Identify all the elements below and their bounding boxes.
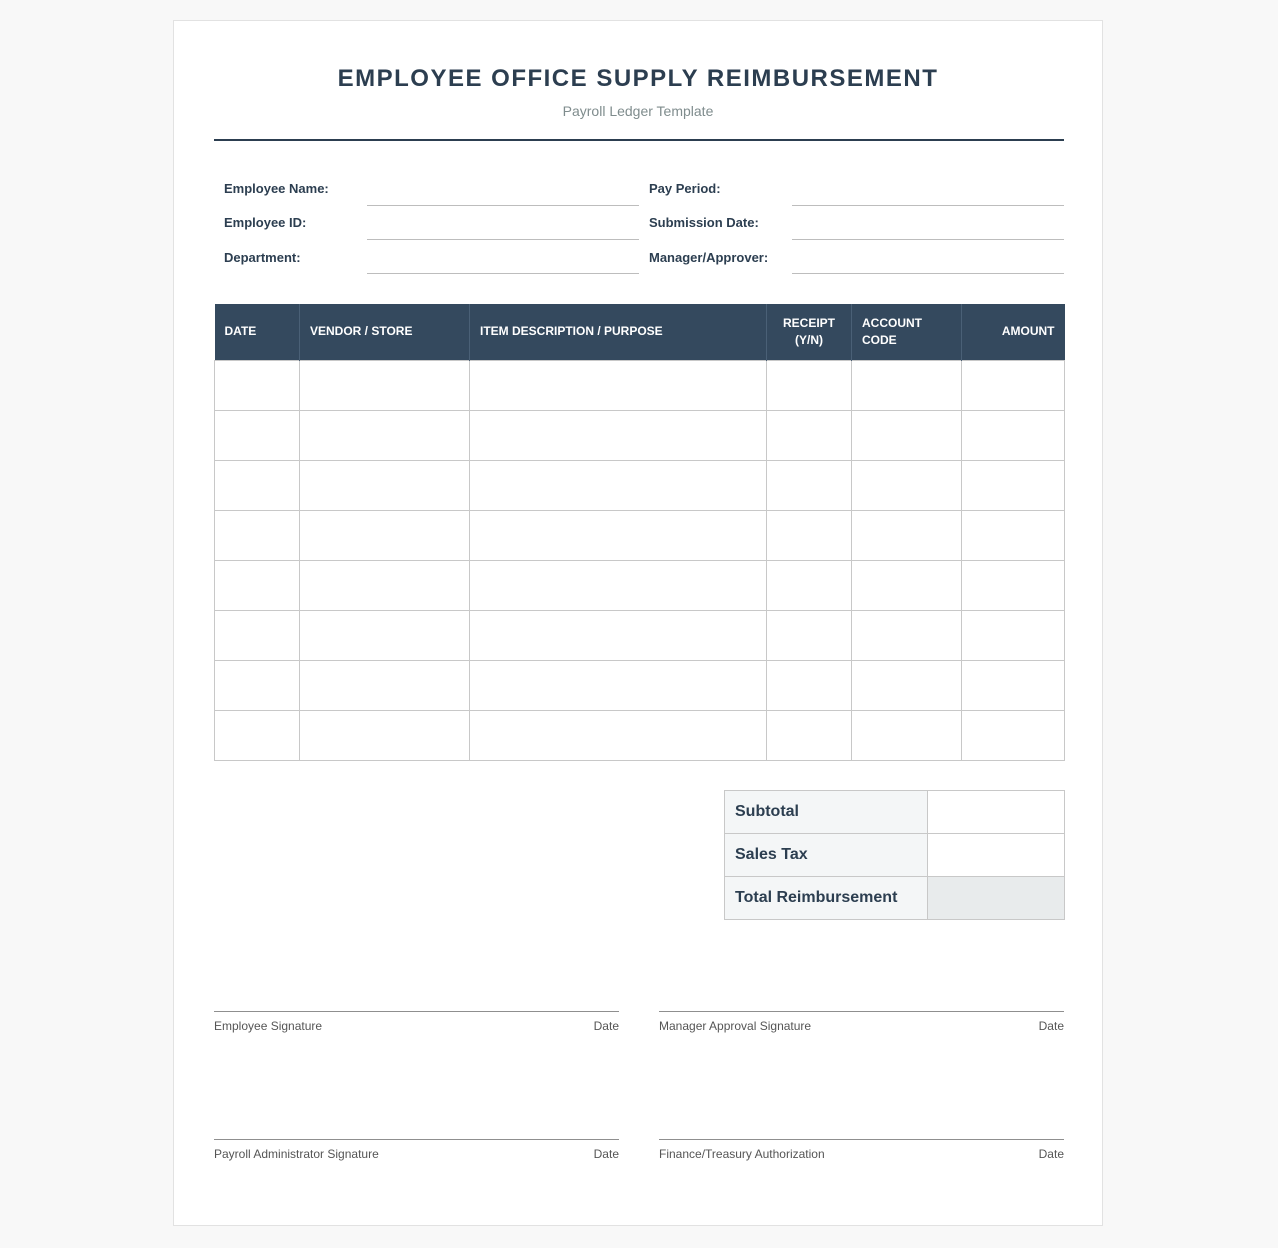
receipt-cell[interactable] bbox=[767, 660, 852, 710]
employee-signature-line[interactable] bbox=[214, 1011, 619, 1012]
description-cell[interactable] bbox=[470, 410, 767, 460]
description-cell[interactable] bbox=[470, 710, 767, 760]
totals-table bbox=[724, 790, 1065, 920]
receipt-cell[interactable] bbox=[767, 710, 852, 760]
table-row bbox=[215, 510, 1065, 560]
date-cell[interactable] bbox=[215, 610, 300, 660]
description-cell[interactable] bbox=[470, 360, 767, 410]
department-label: Department: bbox=[224, 250, 301, 265]
submission-date-label: Submission Date: bbox=[649, 215, 759, 230]
amount-cell[interactable] bbox=[962, 660, 1065, 710]
description-cell[interactable] bbox=[470, 660, 767, 710]
table-row bbox=[215, 460, 1065, 510]
finance-signature-date-label: Date bbox=[1038, 1147, 1064, 1161]
amount-cell[interactable] bbox=[962, 710, 1065, 760]
account-code-cell[interactable] bbox=[852, 610, 962, 660]
description-cell[interactable] bbox=[470, 610, 767, 660]
table-row bbox=[215, 710, 1065, 760]
col-header-vendor: VENDOR / STORE bbox=[300, 304, 470, 360]
employee-signature-date-label: Date bbox=[593, 1019, 619, 1033]
sales-tax-label: Sales Tax bbox=[725, 834, 928, 877]
account-code-cell[interactable] bbox=[852, 710, 962, 760]
vendor-cell[interactable] bbox=[300, 610, 470, 660]
total-reimbursement-label: Total Reimbursement bbox=[725, 877, 928, 920]
employee-id-label: Employee ID: bbox=[224, 215, 307, 230]
manager-approver-label: Manager/Approver: bbox=[649, 250, 769, 265]
col-header-amount: AMOUNT bbox=[962, 304, 1065, 360]
payroll-admin-signature-line[interactable] bbox=[214, 1139, 619, 1140]
date-cell[interactable] bbox=[215, 560, 300, 610]
sales-tax-row bbox=[725, 834, 1065, 877]
account-code-cell[interactable] bbox=[852, 510, 962, 560]
manager-approver-field[interactable] bbox=[792, 273, 1064, 274]
submission-date-field[interactable] bbox=[792, 239, 1064, 240]
pay-period-label: Pay Period: bbox=[649, 181, 721, 196]
account-code-cell[interactable] bbox=[852, 360, 962, 410]
page-subtitle: Payroll Ledger Template bbox=[562, 103, 714, 119]
table-row bbox=[215, 410, 1065, 460]
table-header-row bbox=[215, 304, 1065, 360]
description-cell[interactable] bbox=[470, 460, 767, 510]
page-title: EMPLOYEE OFFICE SUPPLY REIMBURSEMENT bbox=[337, 65, 939, 92]
description-cell[interactable] bbox=[470, 560, 767, 610]
table-row bbox=[215, 660, 1065, 710]
employee-id-field[interactable] bbox=[367, 239, 639, 240]
pay-period-field[interactable] bbox=[792, 205, 1064, 206]
receipt-cell[interactable] bbox=[767, 510, 852, 560]
date-cell[interactable] bbox=[215, 510, 300, 560]
vendor-cell[interactable] bbox=[300, 660, 470, 710]
vendor-cell[interactable] bbox=[300, 360, 470, 410]
vendor-cell[interactable] bbox=[300, 510, 470, 560]
amount-cell[interactable] bbox=[962, 410, 1065, 460]
table-row bbox=[215, 610, 1065, 660]
employee-name-label: Employee Name: bbox=[224, 181, 329, 196]
col-header-receipt: RECEIPT (Y/N) bbox=[767, 304, 852, 360]
date-cell[interactable] bbox=[215, 660, 300, 710]
manager-signature-label: Manager Approval Signature bbox=[659, 1019, 812, 1033]
payroll-admin-signature-date-label: Date bbox=[593, 1147, 619, 1161]
title-divider bbox=[214, 139, 1064, 141]
table-row bbox=[215, 560, 1065, 610]
account-code-cell[interactable] bbox=[852, 410, 962, 460]
total-reimbursement-value[interactable] bbox=[928, 877, 1065, 920]
account-code-cell[interactable] bbox=[852, 660, 962, 710]
date-cell[interactable] bbox=[215, 460, 300, 510]
amount-cell[interactable] bbox=[962, 560, 1065, 610]
vendor-cell[interactable] bbox=[300, 410, 470, 460]
employee-signature-label: Employee Signature bbox=[214, 1019, 323, 1033]
subtotal-value[interactable] bbox=[928, 791, 1065, 834]
receipt-cell[interactable] bbox=[767, 410, 852, 460]
finance-signature-label: Finance/Treasury Authorization bbox=[659, 1147, 825, 1161]
vendor-cell[interactable] bbox=[300, 710, 470, 760]
receipt-cell[interactable] bbox=[767, 560, 852, 610]
date-cell[interactable] bbox=[215, 410, 300, 460]
vendor-cell[interactable] bbox=[300, 560, 470, 610]
employee-name-field[interactable] bbox=[367, 205, 639, 206]
amount-cell[interactable] bbox=[962, 360, 1065, 410]
date-cell[interactable] bbox=[215, 710, 300, 760]
receipt-cell[interactable] bbox=[767, 460, 852, 510]
amount-cell[interactable] bbox=[962, 610, 1065, 660]
receipt-cell[interactable] bbox=[767, 610, 852, 660]
line-items-table bbox=[214, 304, 1065, 761]
finance-signature-line[interactable] bbox=[659, 1139, 1064, 1140]
subtotal-label: Subtotal bbox=[725, 791, 928, 834]
sales-tax-value[interactable] bbox=[928, 834, 1065, 877]
department-field[interactable] bbox=[367, 273, 639, 274]
col-header-date: DATE bbox=[215, 304, 300, 360]
amount-cell[interactable] bbox=[962, 510, 1065, 560]
vendor-cell[interactable] bbox=[300, 460, 470, 510]
reimbursement-form bbox=[173, 20, 1103, 1226]
payroll-admin-signature-label: Payroll Administrator Signature bbox=[214, 1147, 379, 1161]
table-row bbox=[215, 360, 1065, 410]
col-header-account-code: ACCOUNT CODE bbox=[852, 304, 962, 360]
manager-signature-date-label: Date bbox=[1038, 1019, 1064, 1033]
receipt-cell[interactable] bbox=[767, 360, 852, 410]
description-cell[interactable] bbox=[470, 510, 767, 560]
manager-signature-line[interactable] bbox=[659, 1011, 1064, 1012]
account-code-cell[interactable] bbox=[852, 460, 962, 510]
total-row bbox=[725, 877, 1065, 920]
subtotal-row bbox=[725, 791, 1065, 834]
date-cell[interactable] bbox=[215, 360, 300, 410]
amount-cell[interactable] bbox=[962, 460, 1065, 510]
account-code-cell[interactable] bbox=[852, 560, 962, 610]
col-header-description: ITEM DESCRIPTION / PURPOSE bbox=[470, 304, 767, 360]
